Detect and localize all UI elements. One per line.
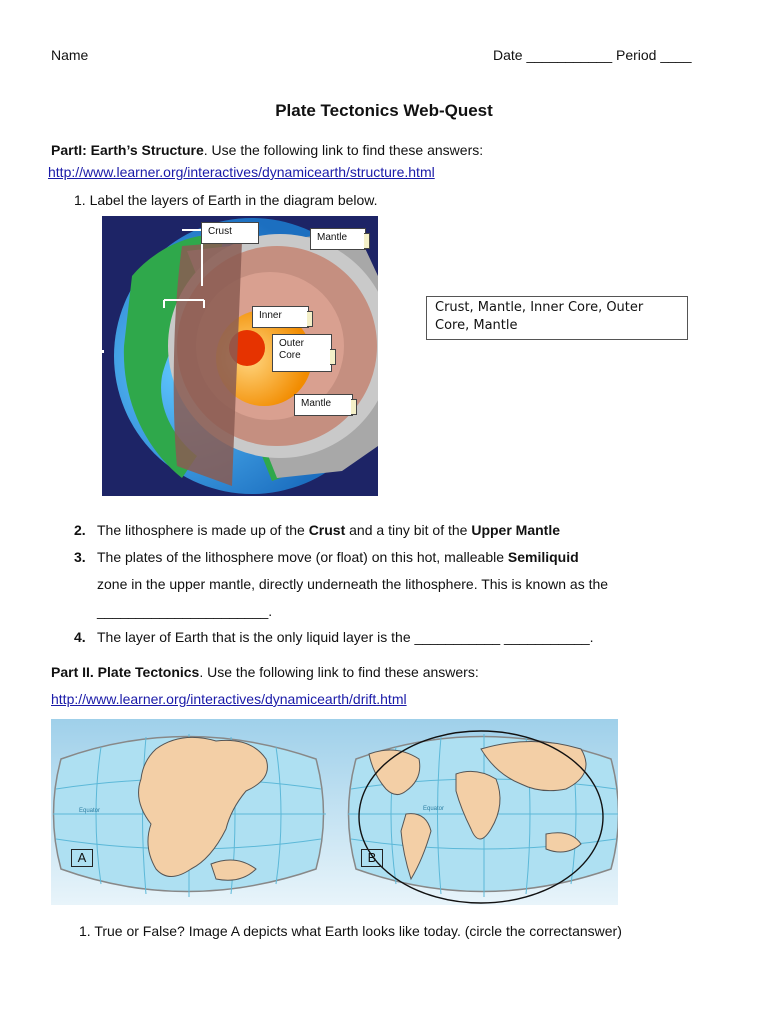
drift-link[interactable]: http://www.learner.org/interactives/dynamicearth/drift.html bbox=[51, 691, 407, 707]
callout-crust: Crust bbox=[201, 222, 259, 244]
map-b-label: B bbox=[361, 849, 383, 867]
maps-svg bbox=[51, 719, 618, 905]
question-3: 3. The plates of the lithosphere move (or float) on this hot, malleable Semiliquid bbox=[74, 549, 579, 565]
answer-box: Crust, Mantle, Inner Core, Outer Core, Mantle bbox=[426, 296, 688, 340]
part2-instruction: . Use the following link to find these answers: bbox=[199, 664, 479, 680]
callout-curl-icon bbox=[307, 311, 313, 327]
name-label: Name bbox=[51, 47, 89, 63]
equator-label-a: Equator bbox=[79, 808, 101, 814]
earth-structure-diagram bbox=[102, 216, 378, 496]
question-1-part2: 1. True or False? Image A depicts what Earth looks like today. (circle the correctanswer) bbox=[79, 923, 622, 939]
callout-curl-icon bbox=[364, 233, 370, 249]
earth-diagram-svg bbox=[102, 216, 378, 496]
equator-label-b: Equator bbox=[423, 806, 445, 812]
structure-link[interactable]: http://www.learner.org/interactives/dynamicearth/structure.html bbox=[48, 164, 435, 180]
question-1-part1: 1. Label the layers of Earth in the diagram below. bbox=[74, 192, 378, 208]
callout-inner-core: Inner bbox=[252, 306, 309, 328]
continental-drift-maps bbox=[51, 719, 618, 905]
callout-outer-core: Outer Core bbox=[272, 334, 332, 372]
page-title: Plate Tectonics Web-Quest bbox=[275, 101, 493, 120]
callout-curl-icon bbox=[351, 399, 357, 415]
question-3-line2: zone in the upper mantle, directly underneath the lithosphere. This is known as the bbox=[97, 576, 609, 592]
question-4: 4. The layer of Earth that is the only liquid layer is the ___________ ___________. bbox=[74, 629, 594, 645]
part1-instruction: . Use the following link to find these answers: bbox=[203, 142, 484, 158]
callout-mantle-top: Mantle bbox=[310, 228, 366, 250]
callout-curl-icon bbox=[330, 349, 336, 365]
callout-mantle-bottom: Mantle bbox=[294, 394, 353, 416]
part1-heading-line bbox=[51, 141, 483, 159]
date-period-label: Date ___________ Period ____ bbox=[493, 47, 692, 63]
part2-heading-line bbox=[51, 663, 479, 681]
part1-heading: PartI: Earth’s Structure bbox=[51, 142, 204, 158]
question-3-blank[interactable]: ______________________. bbox=[97, 603, 273, 619]
map-a-label: A bbox=[71, 849, 93, 867]
part2-heading: Part II. Plate Tectonics bbox=[51, 664, 200, 680]
question-2: 2. The lithosphere is made up of the Crust and a tiny bit of the Upper Mantle bbox=[74, 522, 561, 538]
